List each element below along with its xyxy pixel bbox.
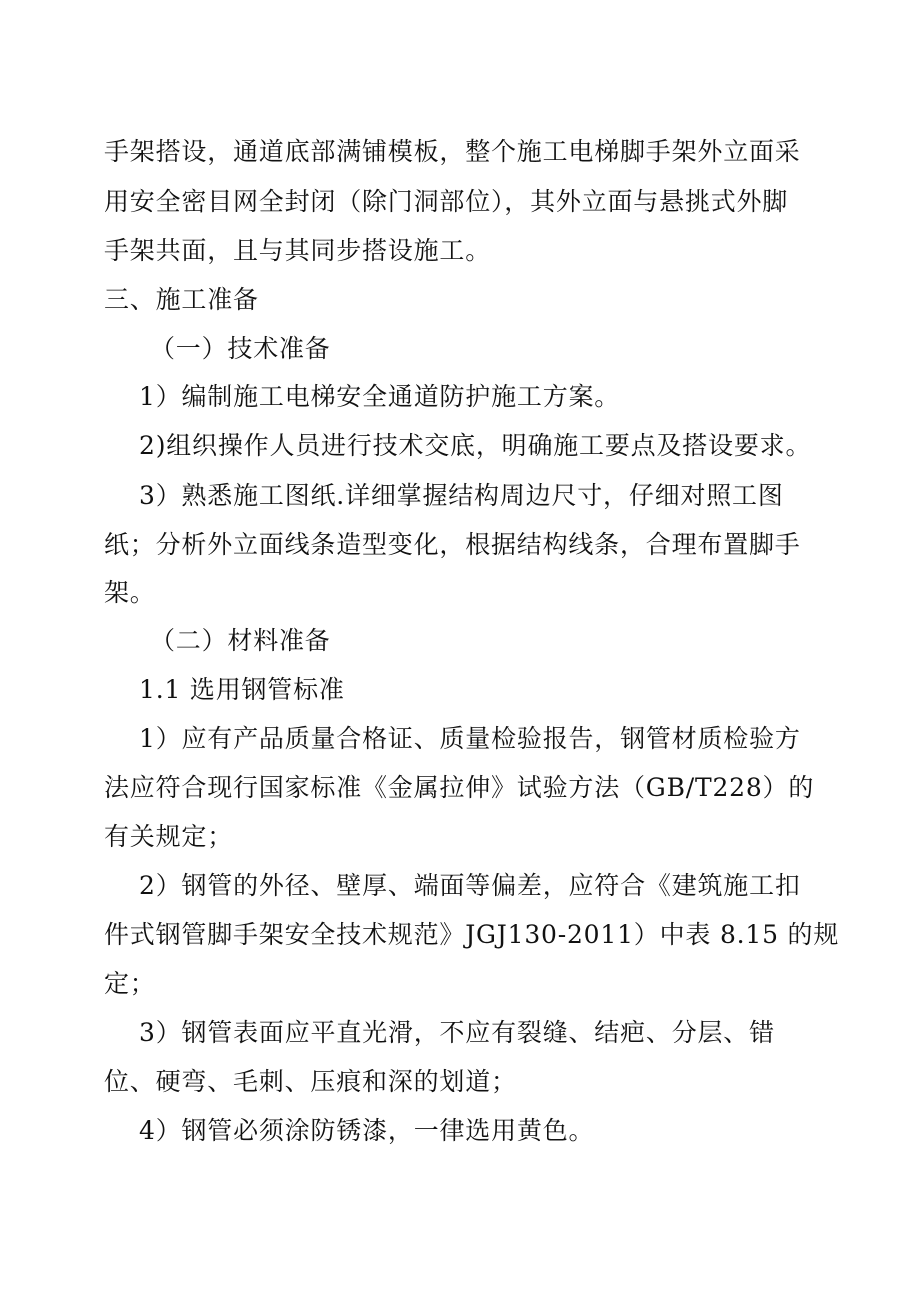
list-item: 3）钢管表面应平直光滑，不应有裂缝、结疤、分层、错 — [139, 1018, 775, 1047]
list-item: 3）熟悉施工图纸.详细掌握结构周边尺寸，仔细对照工图 — [139, 481, 784, 510]
body-text-line: 定； — [104, 969, 156, 998]
body-text-line: 架。 — [104, 578, 156, 607]
list-item: 2)组织操作人员进行技术交底，明确施工要点及搭设要求。 — [139, 431, 812, 460]
body-text-line: 纸；分析外立面线条造型变化，根据结构线条，合理布置脚手 — [104, 530, 801, 559]
section-heading: 三、施工准备 — [104, 285, 259, 314]
list-item: 1）应有产品质量合格证、质量检验报告，钢管材质检验方 — [139, 724, 801, 753]
body-text-line: 手架共面，且与其同步搭设施工。 — [104, 236, 492, 265]
body-text-line: 手架搭设，通道底部满铺模板，整个施工电梯脚手架外立面采 — [104, 137, 801, 166]
subsection-heading: （二）材料准备 — [150, 626, 331, 655]
body-text-line: 件式钢管脚手架安全技术规范》JGJ130-2011）中表 8.15 的规 — [104, 920, 840, 949]
body-text-line: 有关规定； — [104, 822, 234, 851]
body-text-line: 用安全密目网全封闭（除门洞部位），其外立面与悬挑式外脚 — [104, 187, 789, 216]
subsection-heading: （一）技术准备 — [150, 334, 331, 363]
list-item: 2）钢管的外径、壁厚、端面等偏差，应符合《建筑施工扣 — [139, 871, 801, 900]
sub-item-heading: 1.1 选用钢管标准 — [139, 675, 345, 704]
list-item: 4）钢管必须涂防锈漆，一律选用黄色。 — [139, 1116, 595, 1145]
body-text-line: 法应符合现行国家标准《金属拉伸》试验方法（GB/T228）的 — [104, 773, 815, 802]
list-item: 1）编制施工电梯安全通道防护施工方案。 — [139, 382, 621, 411]
body-text-line: 位、硬弯、毛刺、压痕和深的划道； — [104, 1067, 517, 1096]
